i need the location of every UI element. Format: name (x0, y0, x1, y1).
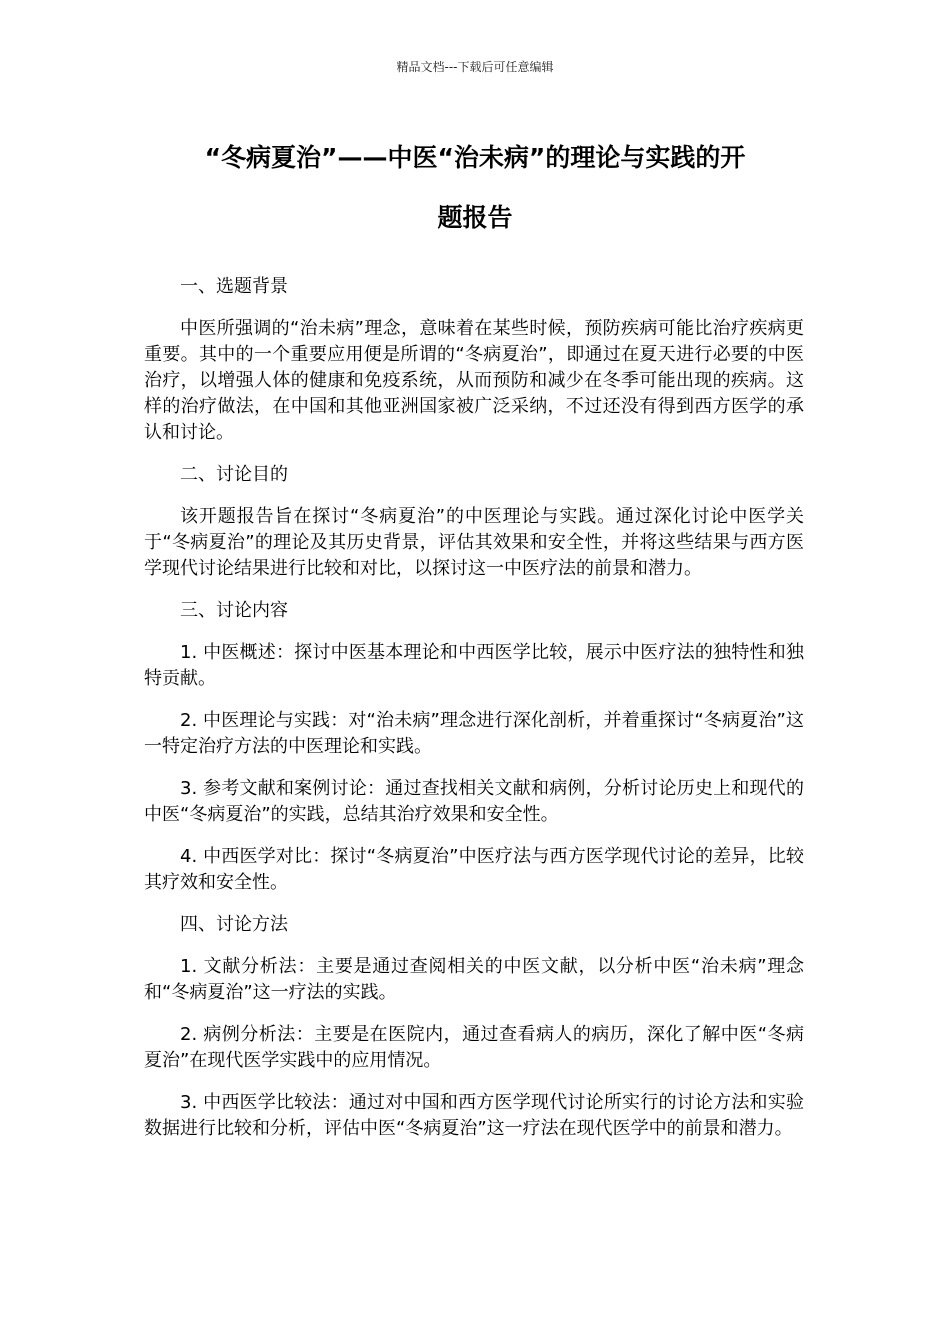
section-heading-purpose: 二、讨论目的 (180, 464, 288, 485)
section-heading-methods: 四、讨论方法 (180, 914, 288, 935)
title-line-2: 题报告 (437, 203, 513, 232)
list-item: 1. 中医概述：探讨中医基本理论和中西医学比较，展示中医疗法的独特性和独特贡献。 (144, 642, 804, 689)
paragraph-background: 中医所强调的“治未病”理念，意味着在某些时候，预防疾病可能比治疗疾病更重要。其中的一个重要应用便是所谓的“冬病夏治”，即通过在夏天进行必要的中医治疗，以增强人体的健康和免疫系统，从而预防和减少在冬季可能出现的疾病。这样的治疗做法，在中国和其他亚洲国家被广泛采纳，不过还没有得到西方医学的承认和讨论。 (144, 318, 804, 443)
list-item: 2. 病例分析法：主要是在医院内，通过查看病人的病历，深化了解中医“冬病夏治”在现代医学实践中的应用情况。 (144, 1024, 804, 1071)
list-item: 3. 参考文献和案例讨论：通过查找相关文献和病例，分析讨论历史上和现代的中医“冬病夏治”的实践，总结其治疗效果和安全性。 (144, 778, 804, 825)
paragraph-purpose: 该开题报告旨在探讨“冬病夏治”的中医理论与实践。通过深化讨论中医学关于“冬病夏治”的理论及其历史背景，评估其效果和安全性，并将这些结果与西方医学现代讨论结果进行比较和对比，以探讨这一中医疗法的前景和潜力。 (144, 506, 804, 579)
document-body (144, 274, 804, 1158)
section-heading-content: 三、讨论内容 (180, 600, 288, 621)
list-item: 4. 中西医学对比：探讨“冬病夏治”中医疗法与西方医学现代讨论的差异，比较其疗效和安全性。 (144, 846, 804, 893)
list-item: 3. 中西医学比较法：通过对中国和西方医学现代讨论所实行的讨论方法和实验数据进行比较和分析，评估中医“冬病夏治”这一疗法在现代医学中的前景和潜力。 (144, 1092, 804, 1139)
title-line-1: “冬病夏治”——中医“治未病”的理论与实践的开 (204, 143, 746, 172)
header-note: 精品文档---下载后可任意编辑 (396, 60, 554, 74)
document-title (120, 134, 830, 242)
list-item: 2. 中医理论与实践：对“治未病”理念进行深化剖析，并着重探讨“冬病夏治”这一特定治疗方法的中医理论和实践。 (144, 710, 804, 757)
section-heading-background: 一、选题背景 (180, 276, 288, 297)
list-item: 1. 文献分析法：主要是通过查阅相关的中医文献，以分析中医“治未病”理念和“冬病夏治”这一疗法的实践。 (144, 956, 804, 1003)
